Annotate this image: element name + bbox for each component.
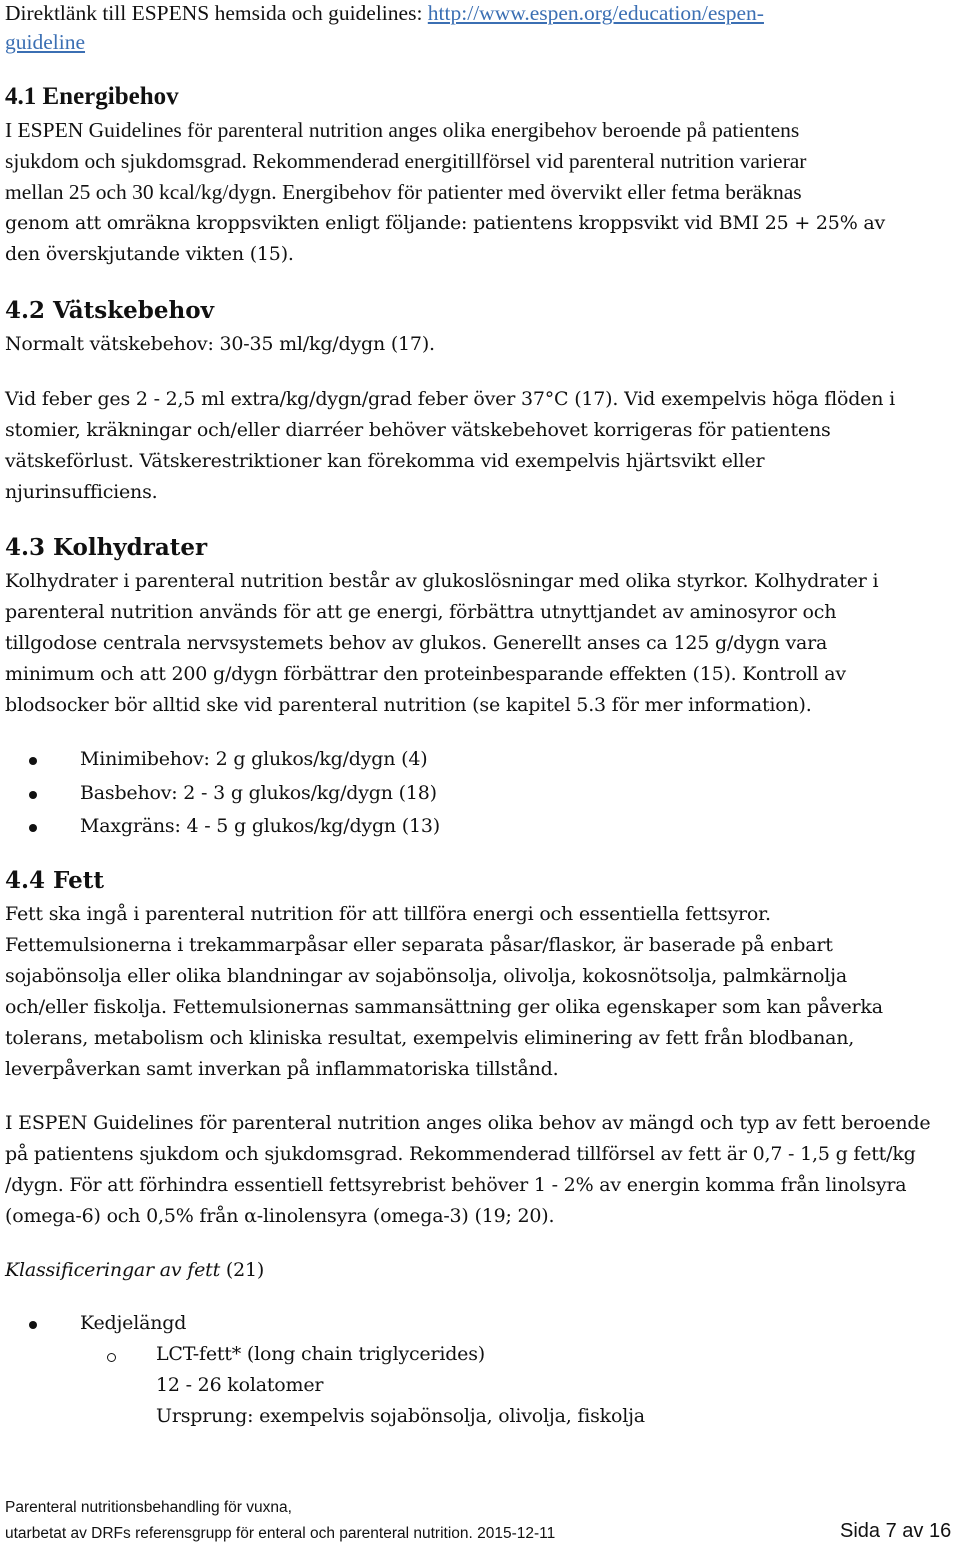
paragraph-line: njurinsufficiens. — [5, 481, 158, 503]
footer-line-2: utarbetat av DRFs referensgrupp för enteral och parenteral nutrition. 2015-12-11 — [5, 1525, 556, 1542]
sub-list-line: Ursprung: exempelvis sojabönsolja, olivolja, fiskolja — [156, 1405, 645, 1427]
paragraph-line: blodsocker bör alltid ske vid parenteral nutrition (se kapitel 5.3 för mer information). — [5, 694, 812, 716]
paragraph-line: på patientens sjukdom och sjukdomsgrad. Rekommenderad tillförsel av fett är 0,7 - 1,5 g fett/kg — [5, 1143, 916, 1165]
paragraph-line: sjukdom och sjukdomsgrad. Rekommenderad energitillförsel vid parenteral nutrition varierar — [5, 149, 807, 173]
paragraph-line: Fett ska ingå i parenteral nutrition för att tillföra energi och essentiella fettsyror. — [5, 903, 771, 925]
paragraph-line: tolerans, metabolism och kliniska resultat, exempelvis eliminering av fett från blodbanan, — [5, 1027, 855, 1049]
paragraph-line: parenteral nutrition används för att ge energi, förbättra utnyttjandet av aminosyror och — [5, 601, 837, 623]
paragraph-line: Normalt vätskebehov: 30-35 ml/kg/dygn (17). — [5, 333, 435, 355]
paragraph-line: tillgodose centrala nervsystemets behov av glukos. Generellt anses ca 125 g/dygn vara — [5, 632, 828, 654]
sub-list-item: LCT-fett* (long chain triglycerides) — [156, 1343, 485, 1365]
bullet-icon — [29, 824, 37, 832]
direct-link-prefix: Direktlänk till ESPENS hemsida och guidelines: — [5, 1, 428, 25]
page-number: Sida 7 av 16 — [840, 1520, 952, 1542]
heading-kolhydrater: 4.3 Kolhydrater — [5, 534, 208, 561]
direct-link-line-2 — [5, 27, 85, 58]
heading-vatskebehov: 4.2 Vätskebehov — [5, 297, 214, 324]
direct-link-line — [5, 0, 764, 29]
list-item: Minimibehov: 2 g glukos/kg/dygn (4) — [80, 748, 428, 770]
paragraph-line — [5, 177, 802, 208]
paragraph-segment: Vid feber ges 2 - 2,5 ml extra/kg/dygn/grad feber över 37°C (17). — [5, 388, 625, 410]
bullet-icon — [29, 791, 37, 799]
heading-fett: 4.4 Fett — [5, 867, 104, 894]
bullet-icon — [29, 757, 37, 765]
paragraph-line: I ESPEN Guidelines för parenteral nutrition anges olika behov av mängd och typ av fett beroende — [5, 1112, 931, 1134]
espen-url-link[interactable]: http://www.espen.org/education/espen- — [427, 1, 764, 25]
paragraph-line: Kolhydrater i parenteral nutrition består av glukoslösningar med olika styrkor. Kolhydrater i — [5, 570, 879, 592]
paragraph-line: (omega-6) och 0,5% från α-linolensyra (omega-3) (19; 20). — [5, 1205, 555, 1227]
paragraph-line: och/eller fiskolja. Fettemulsionernas sammansättning ger olika egenskaper som kan påverka — [5, 996, 883, 1018]
bullet-icon — [29, 1321, 37, 1329]
paragraph-segment: Energibehov för patienter med övervikt eller fetma beräknas — [282, 180, 802, 204]
paragraph-line: vätskeförlust. Vätskerestriktioner kan förekomma vid exempelvis hjärtsvikt eller — [5, 450, 765, 472]
list-item: Kedjelängd — [80, 1312, 187, 1334]
espen-url-link-continued[interactable]: guideline — [5, 30, 86, 54]
list-item: Maxgräns: 4 - 5 g glukos/kg/dygn (13) — [80, 815, 441, 837]
paragraph-line: Fettemulsionerna i trekammarpåsar eller separata påsar/flaskor, är baserade på enbart — [5, 934, 833, 956]
classification-heading — [5, 1255, 264, 1286]
classification-title: Klassificeringar av fett — [5, 1259, 221, 1281]
paragraph-line — [5, 384, 895, 415]
paragraph-segment: mellan 25 och 30 kcal/kg/dygn. — [5, 180, 283, 204]
heading-energibehov: 4.1 Energibehov — [5, 83, 179, 110]
paragraph-line: /dygn. För att förhindra essentiell fettsyrebrist behöver 1 - 2% av energin komma från linolsyra — [5, 1174, 907, 1196]
classification-ref: (21) — [220, 1259, 265, 1281]
paragraph-line: den överskjutande vikten (15). — [5, 243, 294, 265]
paragraph-line: sojabönsolja eller olika blandningar av sojabönsolja, olivolja, kokosnötsolja, palmkärnolja — [5, 965, 847, 987]
paragraph-line: leverpåverkan samt inverkan på inflammatoriska tillstånd. — [5, 1058, 559, 1080]
paragraph-line: genom att omräkna kroppsvikten enligt följande: patientens kroppsvikt vid BMI 25 + 25% av — [5, 212, 886, 234]
circle-bullet-icon — [107, 1353, 116, 1362]
paragraph-segment: Vid exempelvis höga flöden i — [624, 388, 895, 410]
sub-list-line: 12 - 26 kolatomer — [156, 1374, 324, 1396]
paragraph-line: minimum och att 200 g/dygn förbättrar den proteinbesparande effekten (15). Kontroll av — [5, 663, 846, 685]
paragraph-line: I ESPEN Guidelines för parenteral nutrition anges olika energibehov beroende på patientens — [5, 118, 800, 142]
footer-line-1: Parenteral nutritionsbehandling för vuxna, — [5, 1499, 292, 1516]
list-item: Basbehov: 2 - 3 g glukos/kg/dygn (18) — [80, 782, 437, 804]
paragraph-line: stomier, kräkningar och/eller diarréer behöver vätskebehovet korrigeras för patientens — [5, 419, 831, 441]
